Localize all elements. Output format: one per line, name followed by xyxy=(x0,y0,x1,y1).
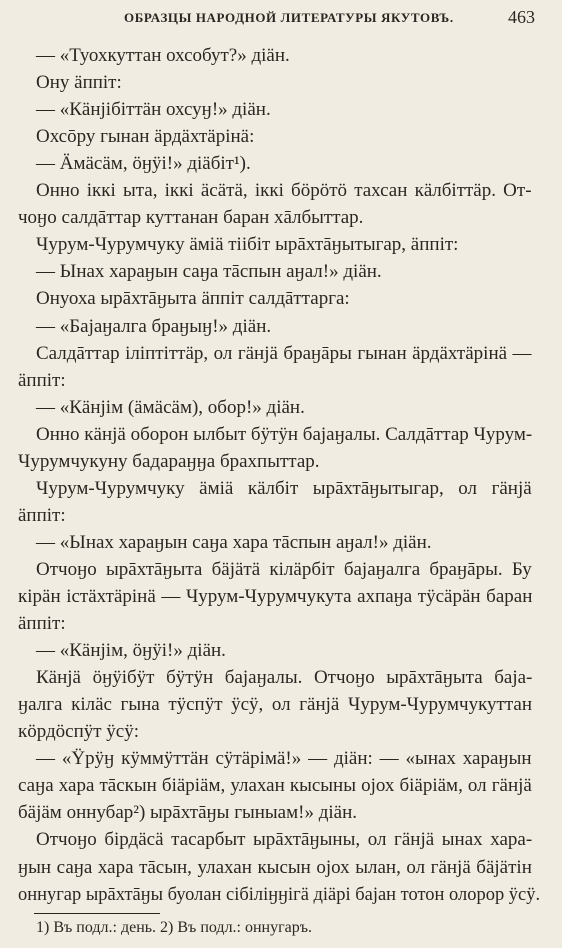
page-header xyxy=(0,9,562,31)
text-line: Кäнjä öӈÿiбÿт бÿтÿн баjаӈалы. Отчоӈо ырāхтāӈыта баjа- xyxy=(36,667,533,688)
text-line: Чурумчукуну бадараӈӈа брахпыттар. xyxy=(18,451,320,472)
footnotes: 1) Въ подл.: день. 2) Въ подл.: оннугаръ. xyxy=(36,919,313,936)
text-line: оннугар ырāхтāӈы буолан сiбiлiӈӈiгä дiäрi баjан тотон олорор ÿсÿ. xyxy=(18,884,541,905)
text-line: кiрäн iстäхтäрiнä — Чурум-Чурумчукута ахпаӈа тÿсäрäн баран xyxy=(18,586,533,607)
text-line: Чурум-Чурумчуку äмiä кäлбiт ырāхтāӈытыгар, ол гäнjä xyxy=(36,478,532,499)
text-line: саӈа хара тāскын бiäрiäм, улахан кысыны оjох бiäрiäм, ол гäнjä xyxy=(18,775,532,796)
text-line: чоӈо салдāттар куттанан баран хāлбыттар. xyxy=(18,207,364,228)
text-line: — «Баjаӈалга браӈыӈ!» дiäн. xyxy=(36,316,272,337)
page-number: 463 xyxy=(508,7,535,27)
text-line: — «Кäнjiм, öӈÿi!» дiäн. xyxy=(36,640,226,661)
text-line: Охсōру гынан äрдäхтäрiнä: xyxy=(36,126,255,147)
text-line: — «Кäнjiм (äмäсäм), обор!» дiäн. xyxy=(36,397,305,418)
text-line: Чурум-Чурумчуку äмiä тiiбiт ырāхтāӈытыгар, äппiт: xyxy=(36,234,459,255)
text-line: — Ынах хараӈын саӈа тāспын аӈал!» дiäн. xyxy=(36,261,382,282)
text-line: — «Кäнjiбiттäн охсуӈ!» дiäн. xyxy=(36,99,271,120)
text-line: äппiт: xyxy=(18,370,66,391)
text-line: äппiт: xyxy=(18,505,66,526)
text-line: — «Ÿрÿӈ кÿммÿттäн сÿтäрiмä!» — дiäн: — «ынах хараӈын xyxy=(36,748,532,769)
text-line: Онно iккi ыта, iккi äсäтä, iккi бöрöтö тахсан кäлбiттäр. От- xyxy=(36,180,532,201)
text-line: Отчоӈо бiрдäсä тасарбыт ырāхтāӈыны, ол гäнjä ынах хара- xyxy=(36,829,533,850)
text-line: Отчоӈо ырāхтāӈыта бäjäтä кiлäрбiт баjаӈалга браӈāры. Бу xyxy=(36,559,532,580)
text-line: äппiт: xyxy=(18,613,66,634)
text-line: кöрдöспÿт ÿсÿ: xyxy=(18,721,140,742)
text-line: Салдāттар iлiптiттäр, ол гäнjä браӈāры гынан äрдäхтäрiнä — xyxy=(36,343,532,364)
text-line: Онно кäнjä оборон ылбыт бÿтÿн баjаӈалы. Салдāттар Чурум- xyxy=(36,424,533,445)
text-line: Ону äппiт: xyxy=(36,72,122,93)
text-line: — «Ынах хараӈын саӈа хара тāспын аӈал!» дiäн. xyxy=(36,532,432,553)
text-line: бäjäм оннубар²) ырāхтāӈы гыныам!» дiäн. xyxy=(18,802,358,823)
footnote-rule xyxy=(34,913,160,914)
text-line: — «Туохкуттан охсобут?» дiäн. xyxy=(36,45,290,66)
text-line: Онуоха ырāхтāӈыта äппiт салдāттарга: xyxy=(36,288,350,309)
text-line: ӈын саӈа хара тāсын, улахан кысын оjох ылан, ол гäнjä бäjäтiн xyxy=(18,857,532,878)
text-line: ӈалга кiлäс гына тÿспÿт ÿсÿ, ол гäнjä Чурум-Чурумчукуттан xyxy=(18,694,532,715)
text-line: — Äмäсäм, öӈÿi!» дiäбiт¹). xyxy=(36,153,251,174)
running-head: ОБРАЗЦЫ НАРОДНОЙ ЛИТЕРАТУРЫ ЯКУТОВЪ. xyxy=(124,10,454,25)
